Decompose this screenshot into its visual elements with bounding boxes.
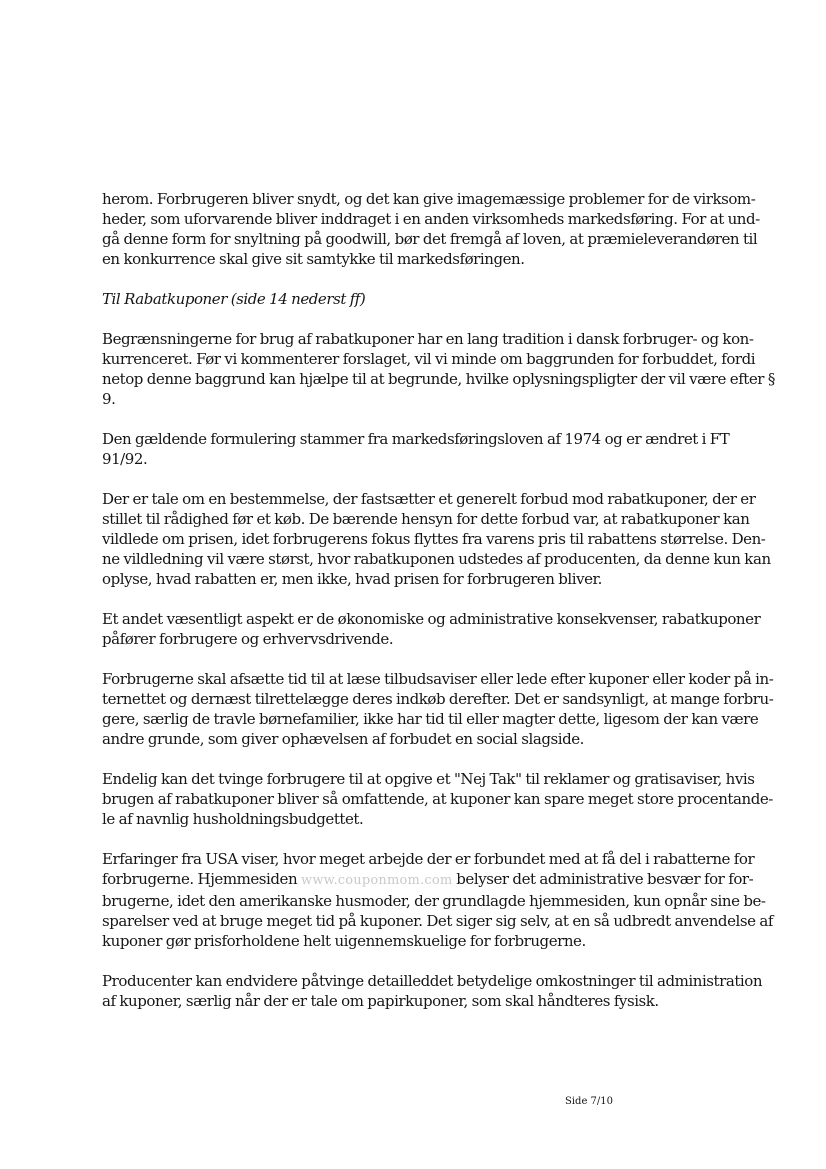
- page-number: Side 7/10: [565, 1096, 614, 1107]
- text-line: påfører forbrugere og erhvervsdrivende.: [102, 630, 394, 648]
- text-line: ternettet og dernæst tilrettelægge deres indkøb derefter. Det er sandsynligt, at mange forbru-: [102, 690, 774, 708]
- text-line: brugerne, idet den amerikanske husmoder, der grundlagde hjemmesiden, kun opnår sine be-: [102, 892, 766, 910]
- text-line: Forbrugerne skal afsætte tid til at læse tilbudsaviser eller lede efter kuponer eller koder på in-: [102, 670, 774, 688]
- text-line: Erfaringer fra USA viser, hvor meget arbejde der er forbundet med at få del i rabatterne for: [102, 850, 755, 868]
- text-line: stillet til rådighed før et køb. De bærende hensyn for dette forbud var, at rabatkuponer kan: [102, 510, 750, 528]
- text-line: af kuponer, særlig når der er tale om papirkuponer, som skal håndteres fysisk.: [102, 992, 659, 1010]
- text-line: andre grunde, som giver ophævelsen af forbudet en social slagside.: [102, 730, 584, 748]
- text-line: kuponer gør prisforholdene helt uigennemskuelige for forbrugerne.: [102, 932, 586, 950]
- text-fragment: forbrugerne. Hjemmesiden: [102, 870, 298, 888]
- couponmom-link[interactable]: www.couponmom.com: [301, 873, 453, 888]
- text-fragment: belyser det administrative besvær for for-: [456, 870, 754, 888]
- text-line: en konkurrence skal give sit samtykke til markedsføringen.: [102, 250, 525, 268]
- text-line: le af navnlig husholdningsbudgettet.: [102, 810, 364, 828]
- text-line: [102, 869, 754, 891]
- text-line: herom. Forbrugeren bliver snydt, og det kan give imagemæssige problemer for de virksom-: [102, 190, 756, 208]
- text-line: gå denne form for snyltning på goodwill, bør det fremgå af loven, at præmieleverandøren til: [102, 230, 758, 248]
- text-line: gere, særlig de travle børnefamilier, ikke har tid til eller magter dette, ligesom der kan være: [102, 710, 759, 728]
- text-line: Endelig kan det tvinge forbrugere til at opgive et "Nej Tak" til reklamer og gratisaviser, hvis: [102, 770, 755, 788]
- section-heading-text: Til Rabatkuponer (side 14 nederst ff): [102, 290, 366, 308]
- text-line: 91/92.: [102, 450, 148, 468]
- text-line: sparelser ved at bruge meget tid på kuponer. Det siger sig selv, at en så udbredt anvendelse af: [102, 912, 773, 930]
- text-line: Der er tale om en bestemmelse, der fastsætter et generelt forbud mod rabatkuponer, der er: [102, 490, 756, 508]
- text-line: kurrenceret. Før vi kommenterer forslaget, vil vi minde om baggrunden for forbuddet, fordi: [102, 350, 756, 368]
- paragraph-consumer-time: [102, 669, 774, 749]
- text-line: ne vildledning vil være størst, hvor rabatkuponen udstedes af producenten, da denne kun kan: [102, 550, 771, 568]
- text-line: 9.: [102, 390, 116, 408]
- paragraph-economic-aspect: [102, 609, 761, 649]
- paragraph-usa-experience: [102, 849, 773, 951]
- text-line: oplyse, hvad rabatten er, men ikke, hvad prisen for forbrugeren bliver.: [102, 570, 602, 588]
- paragraph-general-ban: [102, 489, 771, 589]
- paragraph-restrictions: [102, 329, 775, 409]
- paragraph-goodwill: [102, 189, 760, 269]
- document-body: [102, 189, 775, 1031]
- text-line: brugen af rabatkuponer bliver så omfattende, at kuponer kan spare meget store procentande-: [102, 790, 773, 808]
- section-heading: [102, 289, 716, 309]
- paragraph-nej-tak: [102, 769, 773, 829]
- text-line: Begrænsningerne for brug af rabatkuponer har en lang tradition i dansk forbruger- og kon-: [102, 330, 754, 348]
- text-line: heder, som uforvarende bliver inddraget i en anden virksomheds markedsføring. For at und-: [102, 210, 760, 228]
- paragraph-current-wording: [102, 429, 730, 469]
- text-line: netop denne baggrund kan hjælpe til at begrunde, hvilke oplysningspligter der vil være efter §: [102, 370, 775, 388]
- text-line: Den gældende formulering stammer fra markedsføringsloven af 1974 og er ændret i FT: [102, 430, 730, 448]
- text-line: Et andet væsentligt aspekt er de økonomiske og administrative konsekvenser, rabatkuponer: [102, 610, 761, 628]
- paragraph-producers: [102, 971, 763, 1011]
- text-line: vildlede om prisen, idet forbrugerens fokus flyttes fra varens pris til rabattens størrelse. Den-: [102, 530, 766, 548]
- text-line: Producenter kan endvidere påtvinge detailleddet betydelige omkostninger til administration: [102, 972, 763, 990]
